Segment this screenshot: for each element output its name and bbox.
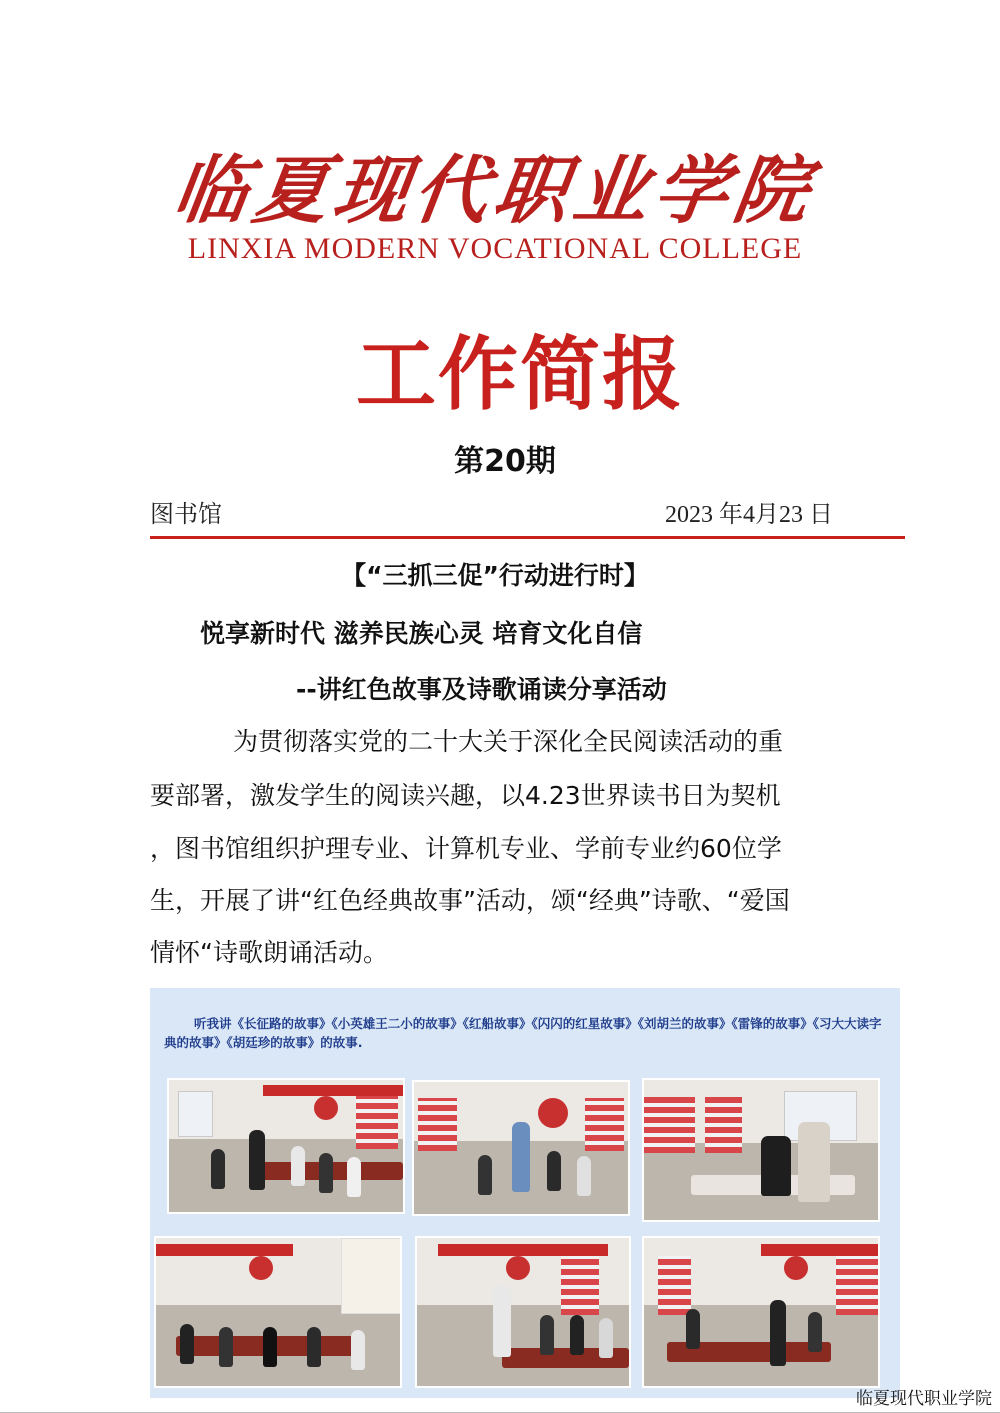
college-english-name: LINXIA MODERN VOCATIONAL COLLEGE (187, 232, 803, 265)
paragraph-line: 为贯彻落实党的二十大关于深化全民阅读活动的重 (233, 727, 784, 756)
article-headline: 悦享新时代 滋养民族心灵 培育文化自信 (200, 619, 643, 648)
event-photo (642, 1236, 880, 1388)
bulletin-title: 工作简报 (356, 328, 684, 421)
event-photo (415, 1236, 631, 1388)
event-photo (412, 1080, 630, 1216)
watermark: 临夏现代职业学院 (856, 1389, 992, 1409)
event-photo (154, 1236, 402, 1388)
paragraph-line: 要部署，激发学生的阅读兴趣，以4.23世界读书日为契机 (150, 781, 781, 810)
issue-number: 第20期 (454, 444, 556, 479)
photo-panel (150, 988, 900, 1398)
college-calligraphy-logo: 临夏现代职业学院 (168, 148, 821, 234)
issue-date: 2023 年4月23 日 (665, 502, 833, 528)
paragraph-line: 情怀“诗歌朗诵活动。 (150, 938, 388, 967)
photo-panel-caption: 听我讲《长征路的故事》《小英雄王二小的故事》《红船故事》《闪闪的红星故事》《刘胡兰的故事》《雷锋的故事》《习大大读字典的故事》《胡廷珍的故事》的故事. (164, 1016, 882, 1050)
event-photo (167, 1078, 405, 1214)
article-subhead: --讲红色故事及诗歌诵读分享活动 (296, 675, 667, 704)
section-tag: 【“三抓三促”行动进行时】 (341, 561, 649, 590)
event-photo (642, 1078, 880, 1222)
paragraph-line: 生，开展了讲“红色经典故事”活动，颂“经典”诗歌、“爱国 (150, 886, 790, 915)
department: 图书馆 (150, 500, 222, 528)
paragraph-line: ，图书馆组织护理专业、计算机专业、学前专业约60位学 (150, 834, 782, 863)
header-divider (150, 536, 905, 539)
